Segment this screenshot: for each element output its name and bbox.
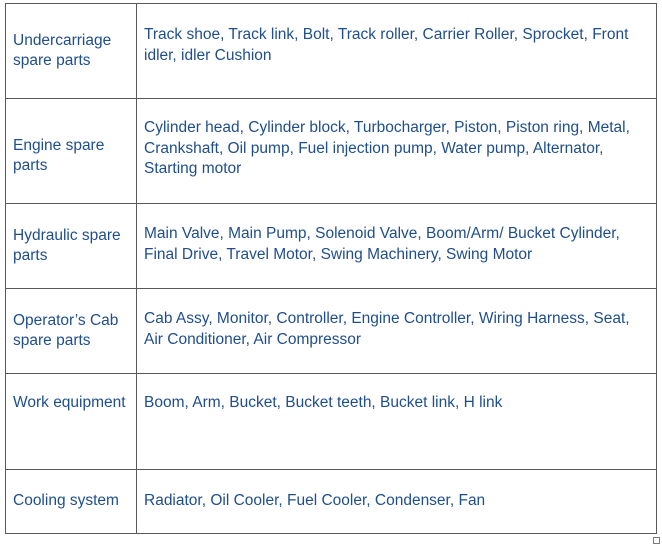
- table-row: [6, 470, 657, 534]
- table-row: [6, 99, 657, 204]
- table-resize-handle[interactable]: [653, 537, 660, 544]
- table-row: [6, 289, 657, 374]
- items-cell-hydraulic: Main Valve, Main Pump, Solenoid Valve, Boom/Arm/ Bucket Cylinder, Final Drive, Travel Motor, Swing Machinery, Swing Motor: [137, 204, 657, 289]
- items-cell-operators-cab: Cab Assy, Monitor, Controller, Engine Controller, Wiring Harness, Seat, Air Conditioner, Air Compressor: [137, 289, 657, 374]
- category-cell-undercarriage: Undercarriage spare parts: [6, 4, 137, 99]
- table-row: [6, 4, 657, 99]
- category-cell-work-equipment: Work equipment: [6, 374, 137, 470]
- items-cell-cooling-system: Radiator, Oil Cooler, Fuel Cooler, Condenser, Fan: [137, 470, 657, 534]
- category-cell-operators-cab: Operator’s Cab spare parts: [6, 289, 137, 374]
- spare-parts-table: [5, 3, 657, 534]
- category-cell-hydraulic: Hydraulic spare parts: [6, 204, 137, 289]
- items-cell-work-equipment: Boom, Arm, Bucket, Bucket teeth, Bucket link, H link: [137, 374, 657, 470]
- items-cell-undercarriage: Track shoe, Track link, Bolt, Track roller, Carrier Roller, Sprocket, Front idler, idler Cushion: [137, 4, 657, 99]
- spare-parts-table-container: [5, 3, 657, 534]
- table-row: [6, 204, 657, 289]
- items-cell-engine: Cylinder head, Cylinder block, Turbocharger, Piston, Piston ring, Metal, Crankshaft, Oil pump, Fuel injection pump, Water pump, Alternator, Starting motor: [137, 99, 657, 204]
- table-row: [6, 374, 657, 470]
- category-cell-cooling-system: Cooling system: [6, 470, 137, 534]
- category-cell-engine: Engine spare parts: [6, 99, 137, 204]
